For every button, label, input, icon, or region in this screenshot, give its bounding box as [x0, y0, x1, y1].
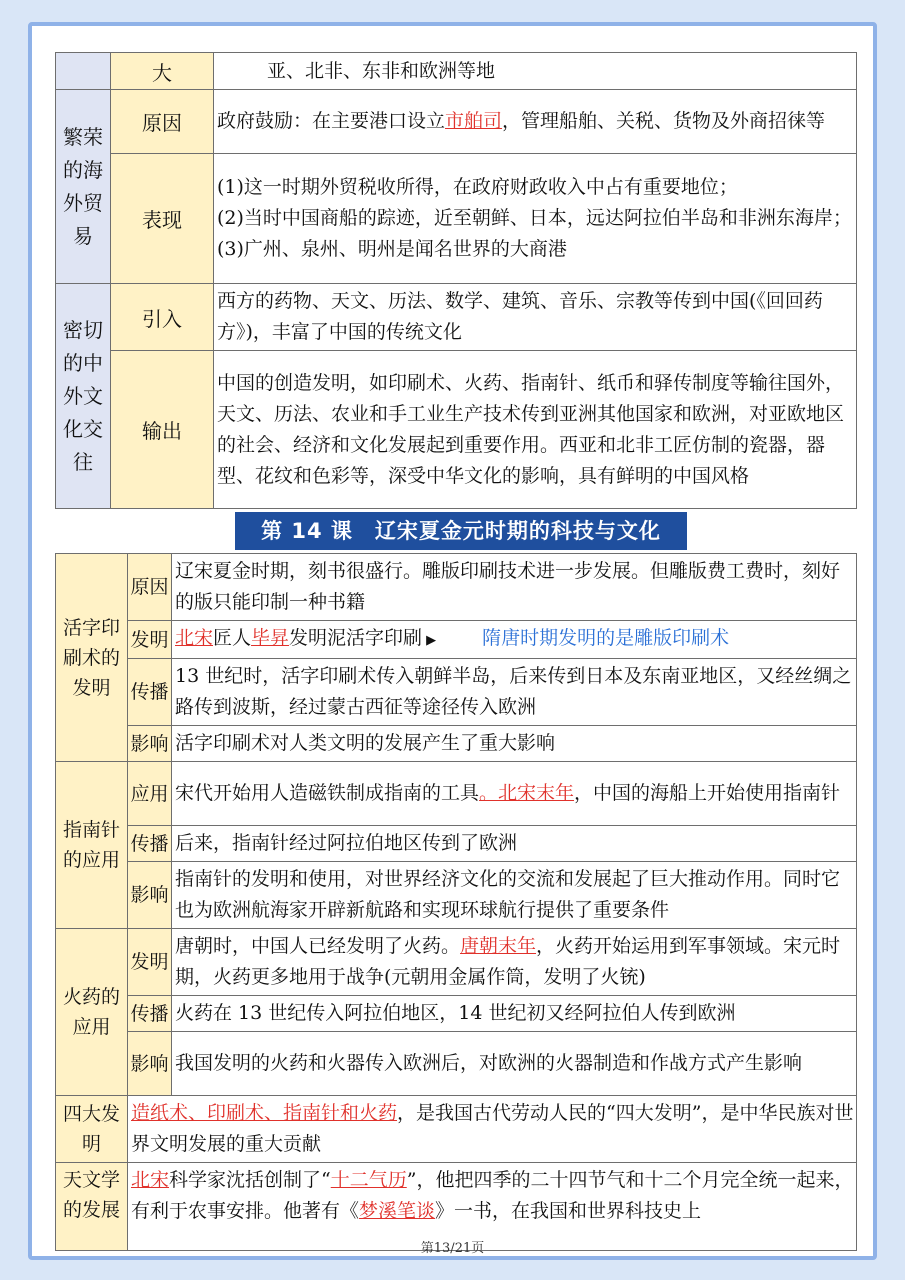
astronomy-title: 天文学的发展 [56, 1163, 128, 1251]
top-row0-text: 亚、北非、东非和欧洲等地 [214, 53, 857, 90]
gunpowder-title: 火药的应用 [56, 929, 128, 1096]
gunpowder-impact-label: 影响 [128, 1032, 172, 1096]
four-inventions-title: 四大发明 [56, 1096, 128, 1163]
printing-spread-text: 13 世纪时，活字印刷术传入朝鲜半岛，后来传到日本及东南亚地区，又经丝绸之路传到波斯，经过蒙古西征等途径传入欧洲 [172, 659, 857, 726]
four-inventions-text: 造纸术、印刷术、指南针和火药，是我国古代劳动人民的“四大发明”，是中华民族对世界文明发展的重大贡献 [128, 1096, 857, 1163]
gunpowder-invent-text: 唐朝时，中国人已经发明了火药。唐朝末年，火药开始运用到军事领域。宋元时期，火药更多地用于战争(元朝用金属作筒，发明了火铳) [172, 929, 857, 996]
compass-spread-text: 后来，指南针经过阿拉伯地区传到了欧洲 [172, 826, 857, 862]
exchange-out-text: 中国的创造发明，如印刷术、火药、指南针、纸币和驿传制度等输往国外，天文、历法、农业和手工业生产技术传到亚洲其他国家和欧洲，对亚欧地区的社会、经济和文化发展起到重要作用。西亚和北非工匠仿制的瓷器，器型、花纹和色彩等，深受中华文化的影响，具有鲜明的中国风格 [214, 351, 857, 509]
compass-impact-text: 指南针的发明和使用，对世界经济文化的交流和发展起了巨大推动作用。同时它也为欧洲航海家开辟新航路和实现环球航行提供了重要条件 [172, 862, 857, 929]
printing-spread-label: 传播 [128, 659, 172, 726]
top-table [55, 52, 857, 509]
compass-apply-label: 应用 [128, 762, 172, 826]
prosperous-trade-title: 繁荣的海外贸易 [56, 90, 111, 284]
gunpowder-spread-label: 传播 [128, 996, 172, 1032]
compass-apply-text: 宋代开始用人造磁铁制成指南的工具。北宋末年，中国的海船上开始使用指南针 [172, 762, 857, 826]
top-row0-col1 [56, 53, 111, 90]
gunpowder-invent-label: 发明 [128, 929, 172, 996]
printing-title: 活字印刷术的发明 [56, 554, 128, 762]
page-number: 第13/21页 [420, 1241, 485, 1256]
printing-impact-text: 活字印刷术对人类文明的发展产生了重大影响 [172, 726, 857, 762]
exchange-in-text: 西方的药物、天文、历法、数学、建筑、音乐、宗教等传到中国(《回回药方》)，丰富了中国的传统文化 [214, 284, 857, 351]
prosperous-reason-label: 原因 [111, 90, 214, 154]
arrow-right-icon: ▶ [426, 633, 437, 648]
printing-reason-text: 辽宋夏金时期，刻书很盛行。雕版印刷技术进一步发展。但雕版费工费时，刻好的版只能印制一种书籍 [172, 554, 857, 621]
exchange-title: 密切的中外文化交往 [56, 284, 111, 509]
prosperous-reason-text: 政府鼓励：在主要港口设立市舶司，管理船舶、关税、货物及外商招徕等 [214, 90, 857, 154]
astronomy-text: 北宋科学家沈括创制了“十二气历”，他把四季的二十四节气和十二个月完全统一起来，有利于农事安排。他著有《梦溪笔谈》一书，在我国和世界科技史上 [128, 1163, 857, 1251]
compass-spread-label: 传播 [128, 826, 172, 862]
gunpowder-spread-text: 火药在 13 世纪传入阿拉伯地区，14 世纪初又经阿拉伯人传到欧洲 [172, 996, 857, 1032]
printing-invent-label: 发明 [128, 621, 172, 659]
gunpowder-impact-text: 我国发明的火药和火器传入欧洲后，对欧洲的火器制造和作战方式产生影响 [172, 1032, 857, 1096]
prosperous-perf-label: 表现 [111, 154, 214, 284]
exchange-out-label: 输出 [111, 351, 214, 509]
top-row0-label: 大 [111, 53, 214, 90]
compass-impact-label: 影响 [128, 862, 172, 929]
printing-reason-label: 原因 [128, 554, 172, 621]
bottom-table [55, 553, 857, 1251]
printing-invent-text: 北宋匠人毕昇发明泥活字印刷 ▶ 隋唐时期发明的是雕版印刷术 [172, 621, 857, 659]
prosperous-perf-text: (1)这一时期外贸税收所得，在政府财政收入中占有重要地位； (2)当时中国商船的踪迹，近至朝鲜、日本，远达阿拉伯半岛和非洲东海岸； (3)广州、泉州、明州是闻名世界的大商港 [214, 154, 857, 284]
compass-title: 指南针的应用 [56, 762, 128, 929]
printing-impact-label: 影响 [128, 726, 172, 762]
lesson-title: 第 14 课 辽宋夏金元时期的科技与文化 [235, 512, 687, 550]
exchange-in-label: 引入 [111, 284, 214, 351]
